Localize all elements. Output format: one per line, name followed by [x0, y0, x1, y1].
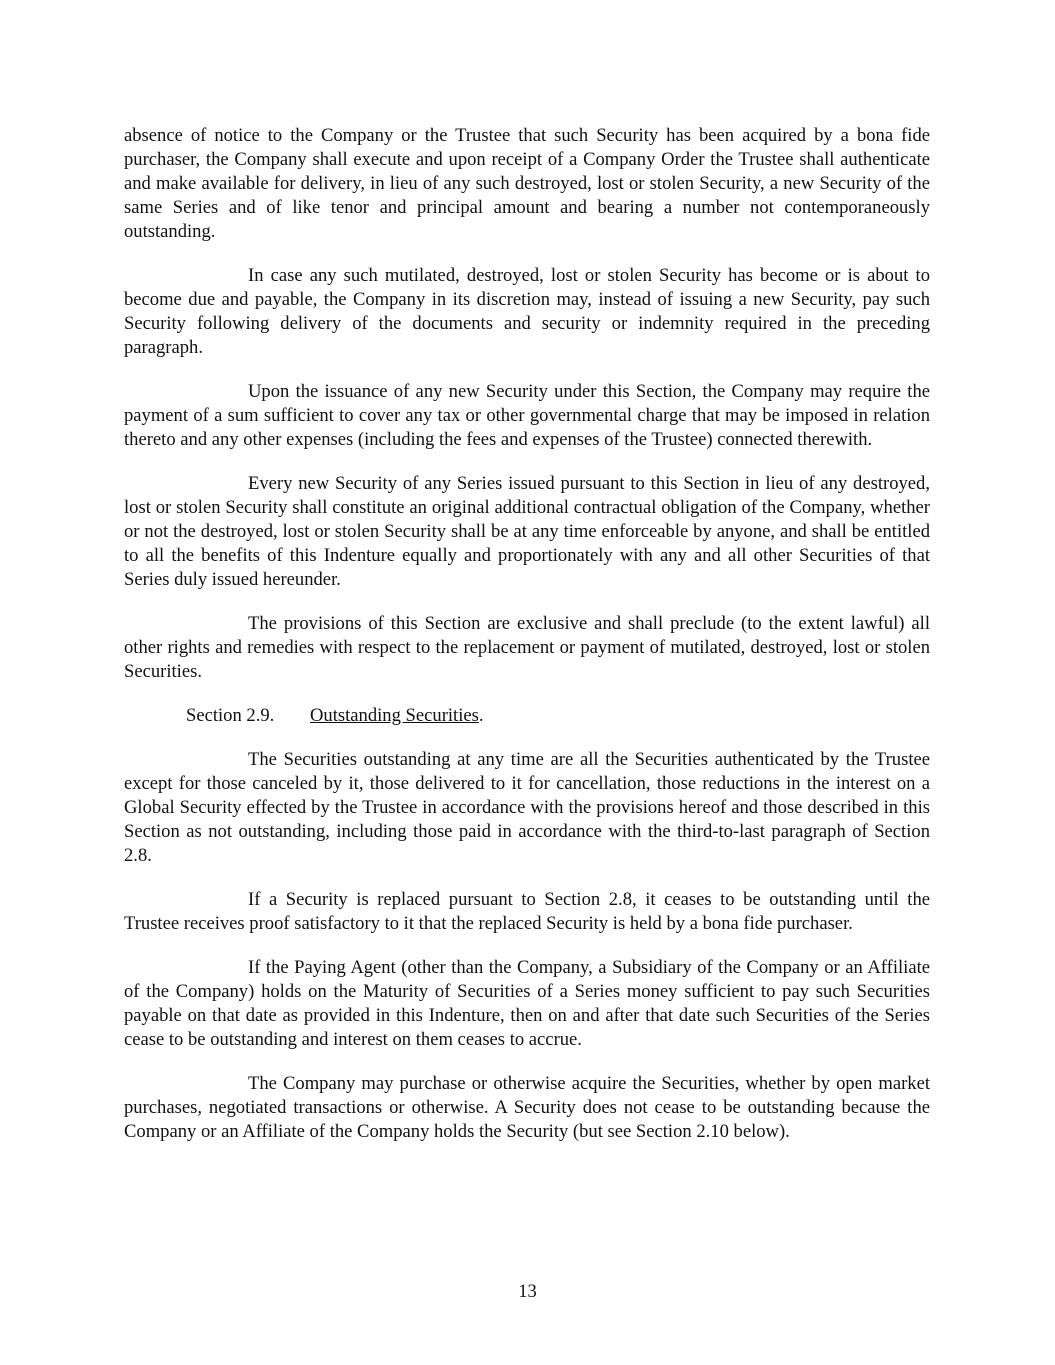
paragraph-tax-charge: Upon the issuance of any new Security under this Section, the Company may require the payment of a sum sufficient to cover any tax or other governmental charge that may be imposed in relation thereto and any other expenses (including the fees and expenses of the Trustee) connected therewith.: [124, 381, 930, 450]
paragraph-due-and-payable: In case any such mutilated, destroyed, lost or stolen Security has become or is about to become due and payable, the Company in its discretion may, instead of issuing a new Security, pay such Security following delivery of the documents and security or indemnity required in the preceding paragraph.: [124, 265, 930, 358]
section-number: Section 2.9.: [186, 705, 275, 726]
paragraph-paying-agent: If the Paying Agent (other than the Company, a Subsidiary of the Company or an Affiliate of the Company) holds on the Maturity of Securities of a Series money sufficient to pay such Securities payable on that date as provided in this Indenture, then on and after that date such Securities of the Series cease to be outstanding and interest on them ceases to accrue.: [124, 957, 930, 1050]
paragraph-company-purchase: The Company may purchase or otherwise acquire the Securities, whether by open market purchases, negotiated transactions or otherwise. A Security does not cease to be outstanding because the Company or an Affiliate of the Company holds the Security (but see Section 2.10 below).: [124, 1073, 930, 1142]
paragraph-securities-outstanding: The Securities outstanding at any time are all the Securities authenticated by the Trustee except for those canceled by it, those delivered to it for cancellation, those reductions in the interest on a Global Security effected by the Trustee in accordance with the provisions hereof and those described in this Section as not outstanding, including those paid in accordance with the third-to-last paragraph of Section 2.8.: [124, 749, 930, 866]
section-title-period: .: [478, 705, 484, 726]
paragraph-contractual-obligation: Every new Security of any Series issued pursuant to this Section in lieu of any destroyed, lost or stolen Security shall constitute an original additional contractual obligation of the Company, whether or not the destroyed, lost or stolen Security shall be at any time enforceable by anyone, and shall be entitled to all the benefits of this Indenture equally and proportionately with any and all other Securities of that Series duly issued hereunder.: [124, 473, 930, 590]
paragraph-lost-security-replacement: absence of notice to the Company or the Trustee that such Security has been acquired by a bona fide purchaser, the Company shall execute and upon receipt of a Company Order the Trustee shall authenticate and make available for delivery, in lieu of any such destroyed, lost or stolen Security, a new Security of the same Series and of like tenor and principal amount and bearing a number not contemporaneously outstanding.: [124, 125, 930, 242]
paragraph-replaced-security: If a Security is replaced pursuant to Section 2.8, it ceases to be outstanding until the Trustee receives proof satisfactory to it that the replaced Security is held by a bona fide purchaser.: [124, 889, 930, 934]
paragraph-exclusive-provisions: The provisions of this Section are exclusive and shall preclude (to the extent lawful) all other rights and remedies with respect to the replacement or payment of mutilated, destroyed, lost or stolen Securities.: [124, 613, 930, 682]
section-title: Outstanding Securities: [310, 705, 479, 726]
document-body: [124, 124, 930, 1164]
section-heading: [124, 704, 930, 728]
page-number: 13: [518, 1281, 537, 1302]
